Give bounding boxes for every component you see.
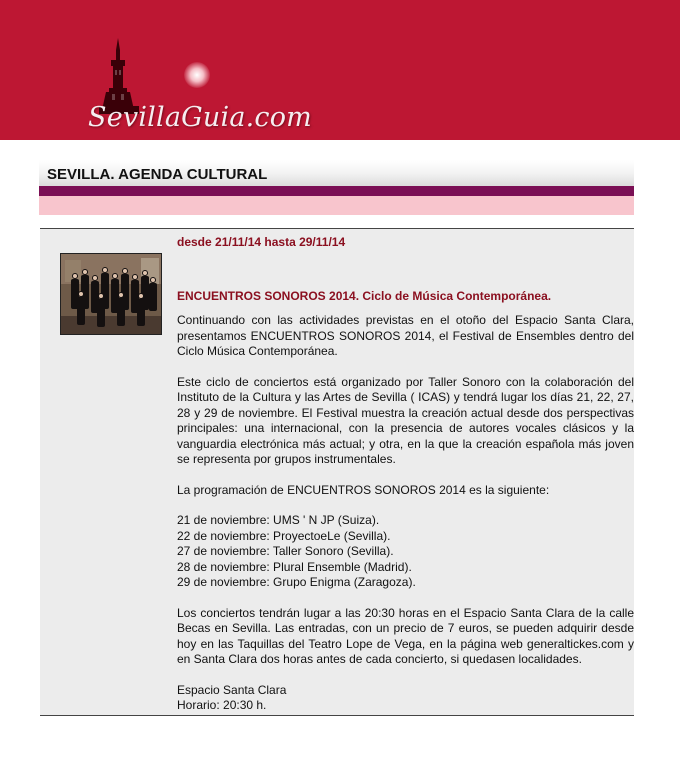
title-band bbox=[39, 196, 634, 215]
event-paragraph: Este ciclo de conciertos está organizado por Taller Sonoro con la colaboración del Instituto de la Cultura y las Artes de Sevilla ( ICAS) y tendrá lugar los días 21, 22, 27, 28 y 29 de noviembre. El Festival muestra la creación actual desde dos perspectivas principales: una internacional, con la presencia de autores vocales clásicos y la vanguardia electrónica más actual; y otra, en la que la creación española más joven se representa por grupos instrumentales. bbox=[177, 374, 634, 466]
schedule-item: 28 de noviembre: Plural Ensemble (Madrid). bbox=[177, 559, 412, 574]
event-date-range: desde 21/11/14 hasta 29/11/14 bbox=[177, 235, 346, 249]
section-title-bar bbox=[39, 160, 634, 186]
event-card bbox=[40, 228, 634, 716]
logo-glow bbox=[184, 62, 210, 88]
section-title: SEVILLA. AGENDA CULTURAL bbox=[47, 166, 268, 183]
event-description bbox=[177, 313, 634, 729]
site-logo[interactable] bbox=[44, 30, 312, 133]
venue-name: Espacio Santa Clara bbox=[177, 682, 287, 697]
event-title: ENCUENTROS SONOROS 2014. Ciclo de Música Contemporánea. bbox=[177, 289, 552, 303]
event-paragraph: La programación de ENCUENTROS SONOROS 2014 es la siguiente: bbox=[177, 482, 550, 497]
event-photo[interactable] bbox=[60, 253, 162, 335]
schedule-item: 29 de noviembre: Grupo Enigma (Zaragoza). bbox=[177, 575, 416, 589]
event-paragraph: Los conciertos tendrán lugar a las 20:30 horas en el Espacio Santa Clara de la calle Becas en Sevilla. Las entradas, con un precio de 7 euros, se pueden adquirir desde hoy en las Taquillas del Teatro Lope de Vega, en la página web generaltickes.com y en Santa Clara dos horas antes de cada concierto, si quedasen localidades. bbox=[177, 605, 634, 666]
schedule-item: 27 de noviembre: Taller Sonoro (Sevilla). bbox=[177, 544, 394, 558]
site-header bbox=[0, 0, 680, 140]
ensemble-photo-image bbox=[61, 254, 162, 335]
schedule-item: 22 de noviembre: ProyectoeLe (Sevilla). bbox=[177, 528, 391, 543]
event-paragraph: Continuando con las actividades previstas en el otoño del Espacio Santa Clara, presentamos ENCUENTROS SONOROS 2014, el Festival de Ensembles dentro del Ciclo Música Contemporánea. bbox=[177, 313, 634, 358]
title-divider bbox=[39, 186, 634, 196]
schedule-list bbox=[177, 513, 634, 591]
venue-info bbox=[177, 683, 634, 714]
logo-text: SevillaGuia.com bbox=[88, 102, 312, 133]
schedule-item: 21 de noviembre: UMS ' N JP (Suiza). bbox=[177, 513, 380, 527]
event-time: Horario: 20:30 h. bbox=[177, 698, 267, 712]
